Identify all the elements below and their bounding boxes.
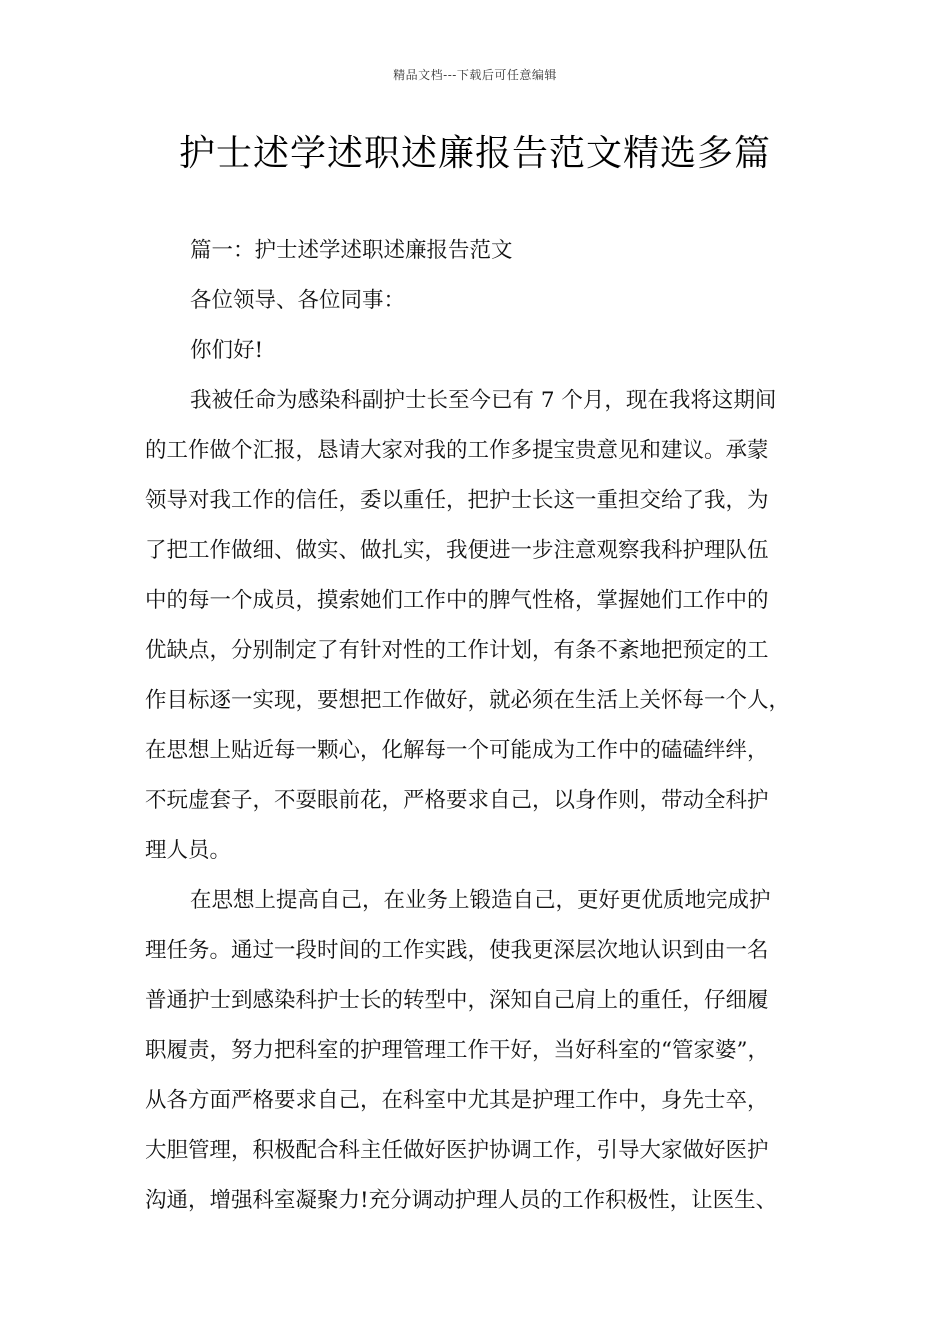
paragraph-line: 中的每一个成员，摸索她们工作中的脾气性格，掌握她们工作中的 (145, 588, 769, 613)
header-note: 精品文档---下载后可任意编辑 (393, 68, 557, 82)
paragraph-line: 从各方面严格要求自己，在科室中尤其是护理工作中，身先士卒， (145, 1088, 769, 1113)
paragraph-line: 大胆管理，积极配合科主任做好医护协调工作，引导大家做好医护 (145, 1138, 769, 1163)
paragraph-line: 在思想上提高自己，在业务上锻造自己，更好更优质地完成护 (190, 888, 771, 913)
paragraph-line: 沟通，增强科室凝聚力!充分调动护理人员的工作积极性，让医生、 (145, 1188, 778, 1213)
document-title: 护士述学述职述廉报告范文精选多篇 (178, 133, 771, 174)
paragraph-line: 不玩虚套子，不耍眼前花，严格要求自己，以身作则，带动全科护 (145, 788, 769, 813)
paragraph-line: 普通护士到感染科护士长的转型中，深知自己肩上的重任，仔细履 (145, 988, 769, 1013)
greeting: 你们好! (190, 338, 264, 363)
paragraph-line: 的工作做个汇报，恳请大家对我的工作多提宝贵意见和建议。承蒙 (145, 438, 769, 463)
paragraph-line: 优缺点，分别制定了有针对性的工作计划，有条不紊地把预定的工 (145, 638, 769, 663)
paragraph-line: 我被任命为感染科副护士长至今已有 7 个月，现在我将这期间 (190, 388, 777, 413)
salutation: 各位领导、各位同事： (190, 288, 406, 313)
section-heading: 篇一：护士述学述职述廉报告范文 (190, 238, 513, 263)
paragraph-line: 在思想上贴近每一颗心，化解每一个可能成为工作中的磕磕绊绊， (145, 738, 769, 763)
paragraph-line: 了把工作做细、做实、做扎实，我便进一步注意观察我科护理队伍 (145, 538, 769, 563)
paragraph-line: 作目标逐一实现，要想把工作做好，就必须在生活上关怀每一个人， (145, 688, 791, 713)
paragraph-line: 领导对我工作的信任，委以重任，把护士长这一重担交给了我，为 (145, 488, 769, 513)
paragraph-line: 理人员。 (145, 838, 232, 863)
paragraph-line: 职履责，努力把科室的护理管理工作干好，当好科室的“管家婆”， (145, 1038, 769, 1063)
paragraph-line: 理任务。通过一段时间的工作实践，使我更深层次地认识到由一名 (145, 938, 769, 963)
